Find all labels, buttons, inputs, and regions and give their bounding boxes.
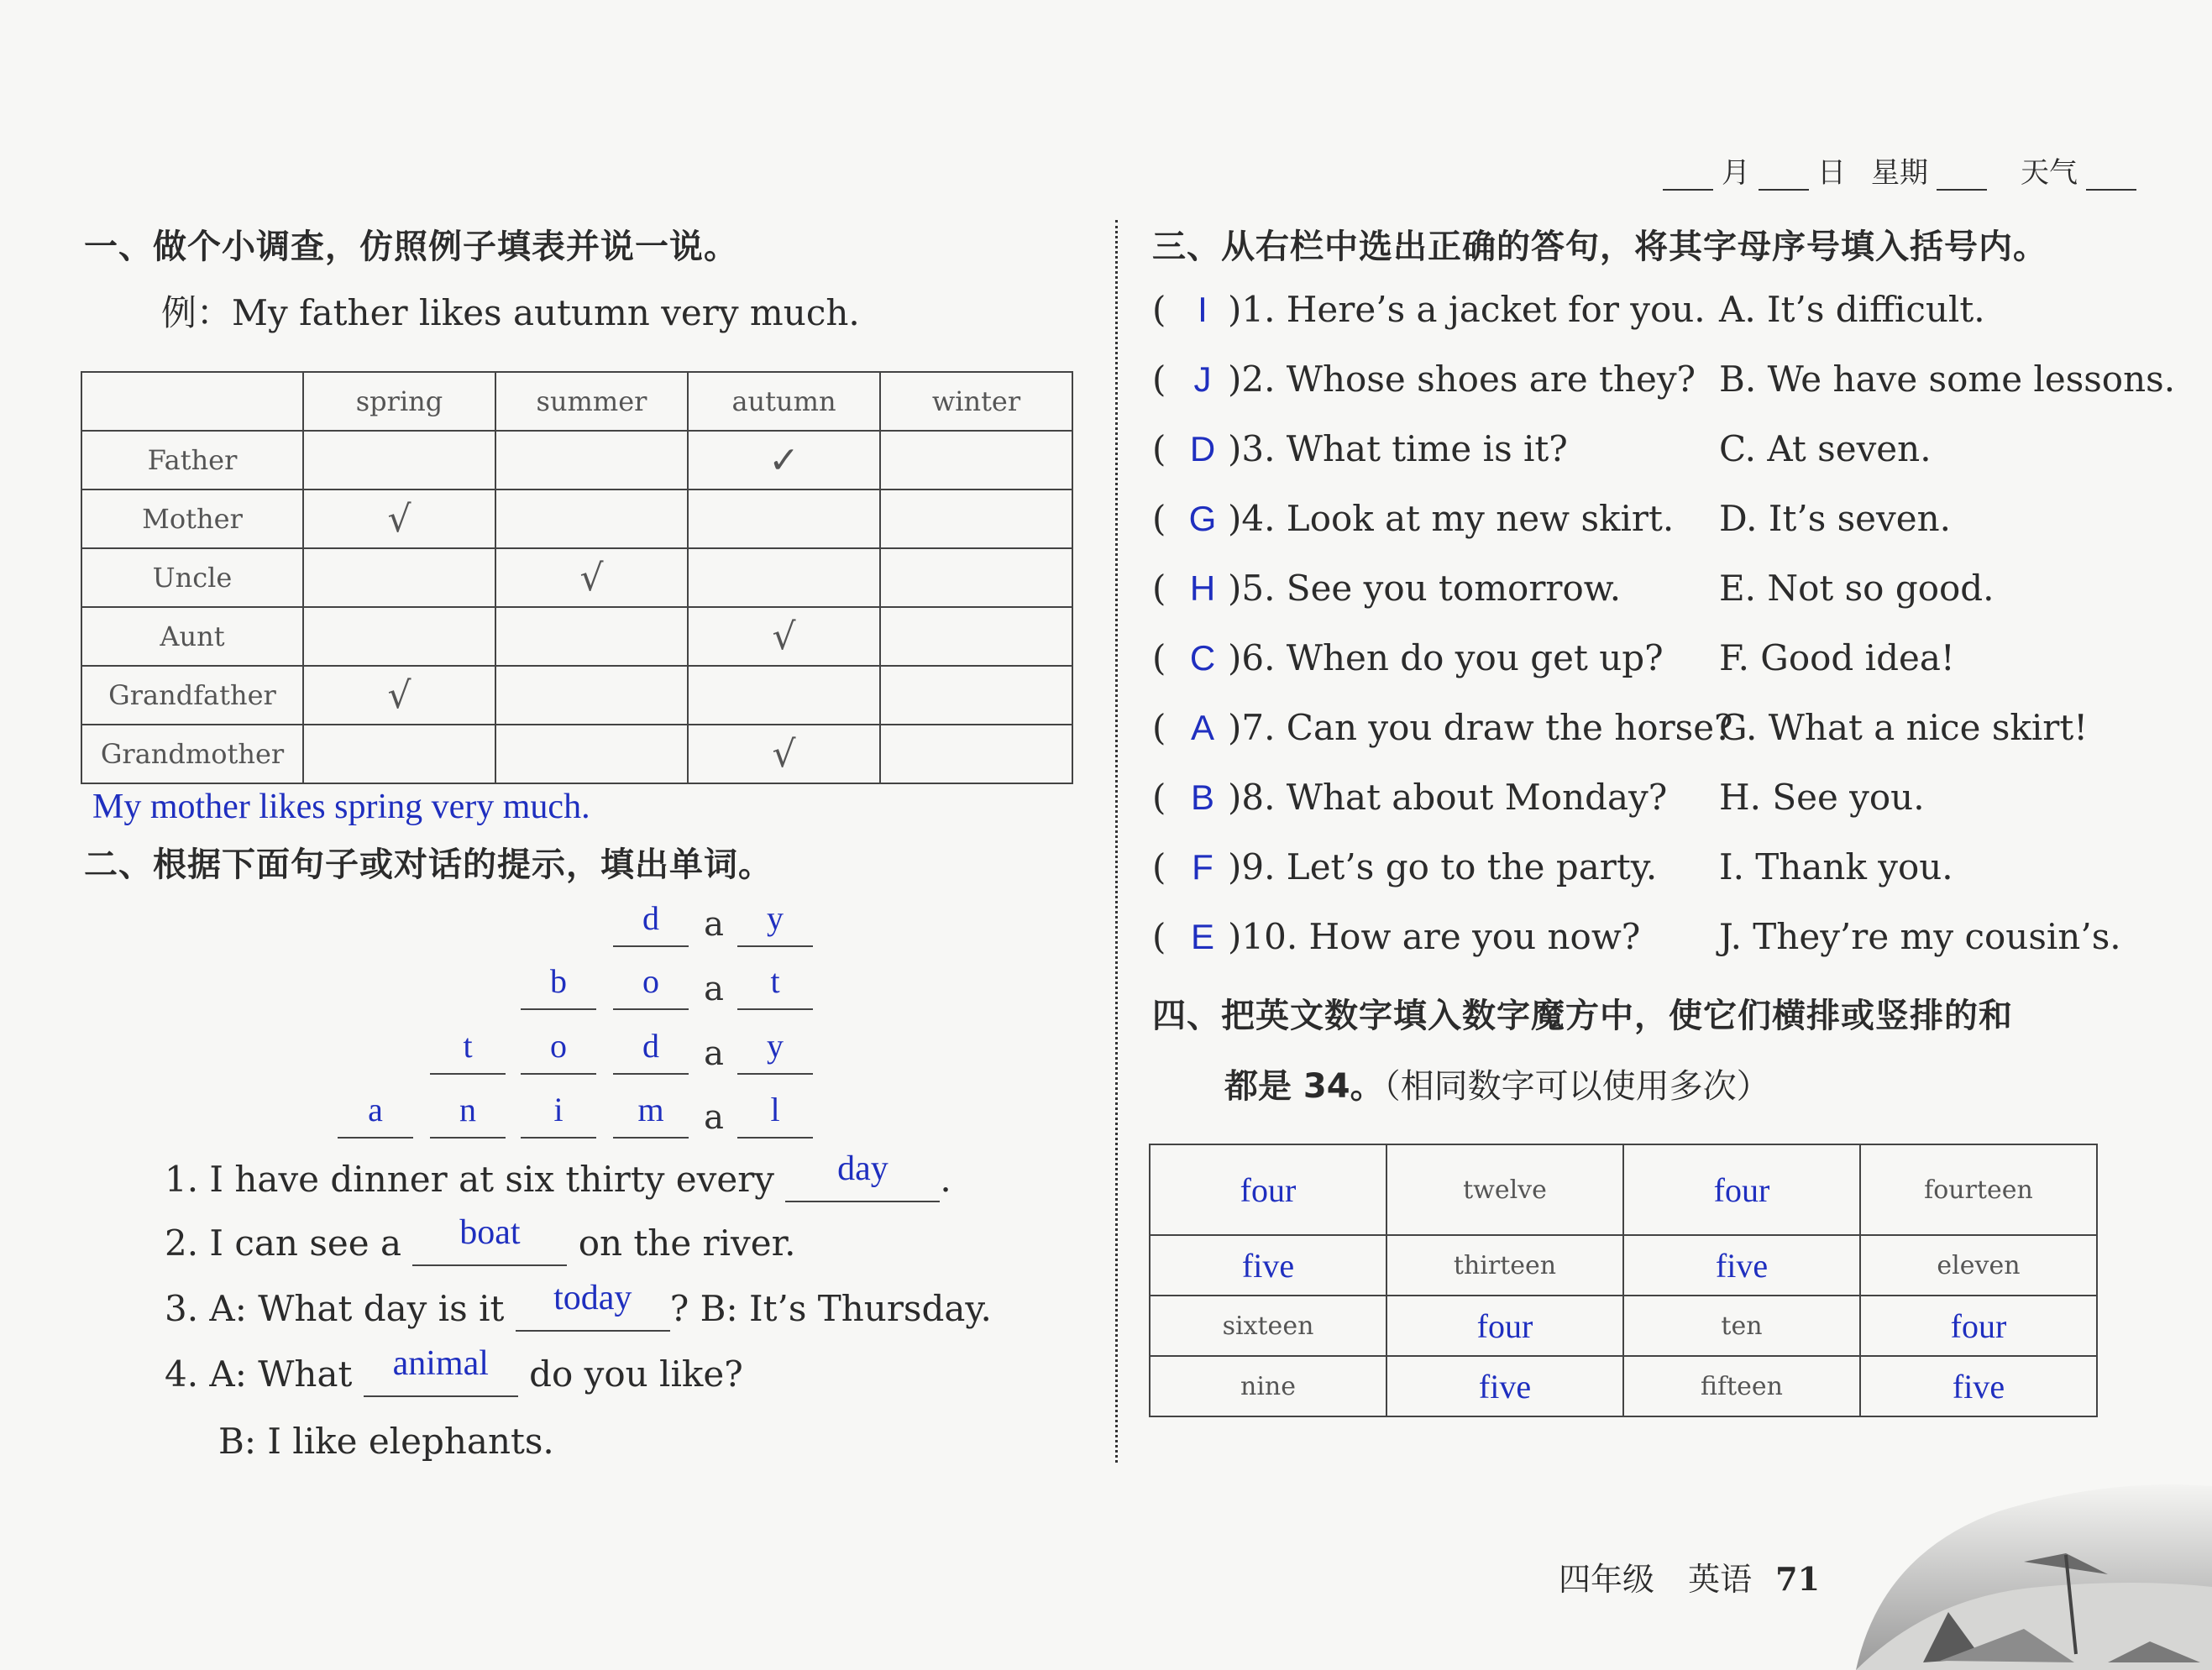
answer-letter[interactable]: D — [1189, 429, 1216, 469]
sentence-2 — [165, 1213, 796, 1266]
letter-cell[interactable]: a — [338, 1090, 413, 1139]
grid-cell: nine — [1150, 1356, 1386, 1416]
grid-cell[interactable]: four — [1623, 1144, 1860, 1235]
date-header — [1663, 149, 2136, 191]
header-empty — [81, 372, 303, 431]
grid-cell: eleven — [1860, 1235, 2097, 1296]
month-label: 月 — [1722, 156, 1750, 190]
column-divider — [1115, 220, 1118, 1463]
sentence-text: . — [940, 1159, 951, 1200]
section4-title: 四、把英文数字填入数字魔方中，使它们横排或竖排的和 — [1152, 997, 2013, 1035]
question: )1. Here’s a jacket for you. — [1228, 289, 1706, 330]
grid-cell[interactable]: five — [1150, 1235, 1386, 1296]
letter-cell[interactable]: m — [613, 1090, 689, 1139]
sentence-1 — [165, 1149, 951, 1202]
table-row — [81, 666, 1072, 725]
answer-letter[interactable]: A — [1190, 708, 1214, 747]
question: )3. What time is it? — [1228, 428, 1568, 469]
header-winter: winter — [880, 372, 1072, 431]
day-blank[interactable] — [1759, 164, 1809, 191]
grid-cell[interactable]: five — [1386, 1356, 1623, 1416]
paren: ( — [1152, 498, 1166, 539]
sentence-text: 2. I can see a — [165, 1222, 401, 1264]
answer-letter[interactable]: C — [1189, 638, 1216, 678]
cell[interactable] — [495, 431, 688, 489]
option: C. At seven. — [1719, 428, 1932, 469]
section4-note: （相同数字可以使用多次） — [1383, 1067, 1770, 1106]
table-row — [81, 607, 1072, 666]
section4-subtitle — [1224, 1060, 1770, 1107]
grid-cell: thirteen — [1386, 1235, 1623, 1296]
answer-letter[interactable]: F — [1192, 847, 1213, 887]
sentence-text: do you like? — [529, 1353, 743, 1395]
answer-text: day — [837, 1149, 888, 1188]
answer-letter[interactable]: E — [1190, 917, 1214, 956]
check-mark[interactable]: √ — [303, 489, 495, 548]
weekday-label: 星期 — [1871, 156, 1928, 190]
row-name: Aunt — [81, 607, 303, 666]
cell[interactable] — [880, 725, 1072, 783]
match-row — [1152, 777, 1925, 818]
table-row — [1150, 1296, 2097, 1356]
option: G. What a nice skirt! — [1719, 707, 2089, 748]
paren: ( — [1152, 916, 1166, 957]
question: )7. Can you draw the horse? — [1228, 707, 1733, 748]
letter-cell[interactable]: l — [737, 1090, 813, 1139]
cell[interactable] — [495, 489, 688, 548]
question: )10. How are you now? — [1228, 916, 1641, 957]
answer-blank[interactable] — [516, 1279, 670, 1332]
option: A. It’s difficult. — [1719, 289, 1985, 330]
paren: ( — [1152, 428, 1166, 469]
paren: ( — [1152, 359, 1166, 400]
answer-blank[interactable] — [364, 1344, 518, 1397]
sentence-text: 3. A: What day is it — [165, 1288, 505, 1329]
sentence-3 — [165, 1279, 992, 1332]
row-name: Uncle — [81, 548, 303, 607]
section1-title: 一、做个小调查，仿照例子填表并说一说。 — [84, 228, 738, 266]
match-row — [1152, 707, 2088, 748]
weekday-blank[interactable] — [1937, 164, 1987, 191]
option: I. Thank you. — [1719, 846, 1953, 887]
grid-cell[interactable]: four — [1860, 1296, 2097, 1356]
section3-title: 三、从右栏中选出正确的答句，将其字母序号填入括号内。 — [1152, 228, 2047, 266]
table-row — [81, 489, 1072, 548]
paren: ( — [1152, 289, 1166, 330]
grid-cell: fifteen — [1623, 1356, 1860, 1416]
match-row — [1152, 498, 1951, 539]
sentence-text: 4. A: What — [165, 1353, 353, 1395]
survey-table — [81, 371, 1073, 784]
match-row — [1152, 359, 2175, 400]
given-letter: a — [704, 1098, 724, 1137]
cell[interactable] — [688, 548, 880, 607]
given-letter: a — [704, 970, 724, 1008]
given-letter: a — [704, 905, 724, 944]
cell[interactable] — [495, 725, 688, 783]
cell[interactable] — [880, 548, 1072, 607]
question: )6. When do you get up? — [1228, 637, 1664, 678]
cell[interactable] — [880, 431, 1072, 489]
given-letter: a — [704, 1034, 724, 1073]
grid-cell[interactable]: five — [1623, 1235, 1860, 1296]
grid-cell[interactable]: five — [1860, 1356, 2097, 1416]
answer-letter[interactable]: H — [1189, 568, 1216, 608]
paren: ( — [1152, 637, 1166, 678]
table-row — [81, 725, 1072, 783]
option: E. Not so good. — [1719, 568, 1994, 609]
grid-cell: sixteen — [1150, 1296, 1386, 1356]
paren: ( — [1152, 777, 1166, 818]
cell[interactable] — [880, 666, 1072, 725]
letter-cell[interactable]: o — [613, 961, 689, 1010]
answer-letter[interactable]: J — [1193, 359, 1212, 399]
section1-example: 例：My father likes autumn very much. — [161, 292, 860, 333]
table-row — [1150, 1144, 2097, 1235]
sentence-4 — [165, 1344, 743, 1397]
row-name: Grandmother — [81, 725, 303, 783]
letter-cell[interactable]: y — [737, 898, 813, 947]
letter-cell[interactable]: y — [737, 1026, 813, 1075]
answer-blank[interactable] — [785, 1149, 940, 1202]
row-name: Grandfather — [81, 666, 303, 725]
option: H. See you. — [1719, 777, 1925, 818]
paren: ( — [1152, 707, 1166, 748]
cell[interactable] — [303, 607, 495, 666]
letter-cell[interactable]: t — [737, 961, 813, 1010]
letter-cell[interactable]: d — [613, 898, 689, 947]
page-number: 71 — [1775, 1560, 1821, 1598]
question: )2. Whose shoes are they? — [1228, 359, 1696, 400]
answer-text: boat — [459, 1213, 521, 1252]
answer-text: animal — [392, 1344, 489, 1383]
check-mark[interactable]: √ — [688, 607, 880, 666]
page-footer — [1559, 1553, 1820, 1599]
letter-cell[interactable]: d — [613, 1026, 689, 1075]
cell[interactable] — [688, 666, 880, 725]
answer-blank[interactable] — [412, 1213, 567, 1266]
header-summer: summer — [495, 372, 688, 431]
cell[interactable] — [495, 607, 688, 666]
letter-cell[interactable]: i — [521, 1090, 596, 1139]
match-row — [1152, 289, 1985, 330]
question: )4. Look at my new skirt. — [1228, 498, 1675, 539]
letter-cell[interactable]: n — [430, 1090, 506, 1139]
answer-letter[interactable]: I — [1198, 290, 1208, 329]
day-label: 日 — [1817, 156, 1846, 190]
cell[interactable] — [495, 666, 688, 725]
row-name: Mother — [81, 489, 303, 548]
answer-text: today — [553, 1279, 632, 1317]
grid-cell: ten — [1623, 1296, 1860, 1356]
section4-sum-text: 都是 34。 — [1224, 1067, 1384, 1106]
sentence-text: 1. I have dinner at six thirty every — [165, 1159, 775, 1200]
paren: ( — [1152, 568, 1166, 609]
grade-label: 四年级 — [1559, 1561, 1655, 1598]
check-mark[interactable]: √ — [495, 548, 688, 607]
option: D. It’s seven. — [1719, 498, 1951, 539]
weather-label: 天气 — [2021, 156, 2078, 190]
cell[interactable] — [303, 725, 495, 783]
match-row — [1152, 568, 1994, 609]
grid-cell: twelve — [1386, 1144, 1623, 1235]
check-mark[interactable]: ✓ — [688, 431, 880, 489]
header-spring: spring — [303, 372, 495, 431]
survey-header-row — [81, 372, 1072, 431]
month-blank[interactable] — [1663, 164, 1713, 191]
answer-letter[interactable]: G — [1188, 499, 1217, 538]
match-row — [1152, 846, 1953, 887]
weather-blank[interactable] — [2086, 164, 2136, 191]
letter-cell[interactable]: t — [430, 1026, 506, 1075]
question: )8. What about Monday? — [1228, 777, 1668, 818]
letter-cell[interactable]: o — [521, 1026, 596, 1075]
row-name: Father — [81, 431, 303, 489]
subject-label: 英语 — [1688, 1561, 1753, 1598]
sentence-text: on the river. — [578, 1222, 796, 1264]
cell[interactable] — [880, 489, 1072, 548]
match-row — [1152, 637, 1955, 678]
cell[interactable] — [880, 607, 1072, 666]
table-row — [1150, 1356, 2097, 1416]
match-row — [1152, 428, 1932, 469]
sentence-text: ? B: It’s Thursday. — [669, 1288, 992, 1329]
check-mark[interactable]: √ — [688, 725, 880, 783]
beach-illustration — [1856, 1461, 2212, 1670]
question: )5. See you tomorrow. — [1228, 568, 1622, 609]
section2-title: 二、根据下面句子或对话的提示，填出单词。 — [84, 845, 773, 884]
cell[interactable] — [688, 489, 880, 548]
magic-square — [1149, 1144, 2098, 1417]
header-autumn: autumn — [688, 372, 880, 431]
grid-cell[interactable]: four — [1150, 1144, 1386, 1235]
table-row — [81, 431, 1072, 489]
table-row — [81, 548, 1072, 607]
cell[interactable] — [303, 548, 495, 607]
table-row — [1150, 1235, 2097, 1296]
grid-cell: fourteen — [1860, 1144, 2097, 1235]
letter-cell[interactable]: b — [521, 961, 596, 1010]
answer-letter[interactable]: B — [1190, 777, 1214, 817]
section1-answer[interactable]: My mother likes spring very much. — [92, 788, 590, 826]
question: )9. Let’s go to the party. — [1228, 846, 1658, 887]
option: B. We have some lessons. — [1719, 359, 2176, 400]
check-mark[interactable]: √ — [303, 666, 495, 725]
sentence-4b: B: I like elephants. — [218, 1421, 554, 1462]
grid-cell[interactable]: four — [1386, 1296, 1623, 1356]
option: J. They’re my cousin’s. — [1719, 916, 2121, 957]
option: F. Good idea! — [1719, 637, 1955, 678]
match-row — [1152, 916, 2121, 957]
cell[interactable] — [303, 431, 495, 489]
paren: ( — [1152, 846, 1166, 887]
